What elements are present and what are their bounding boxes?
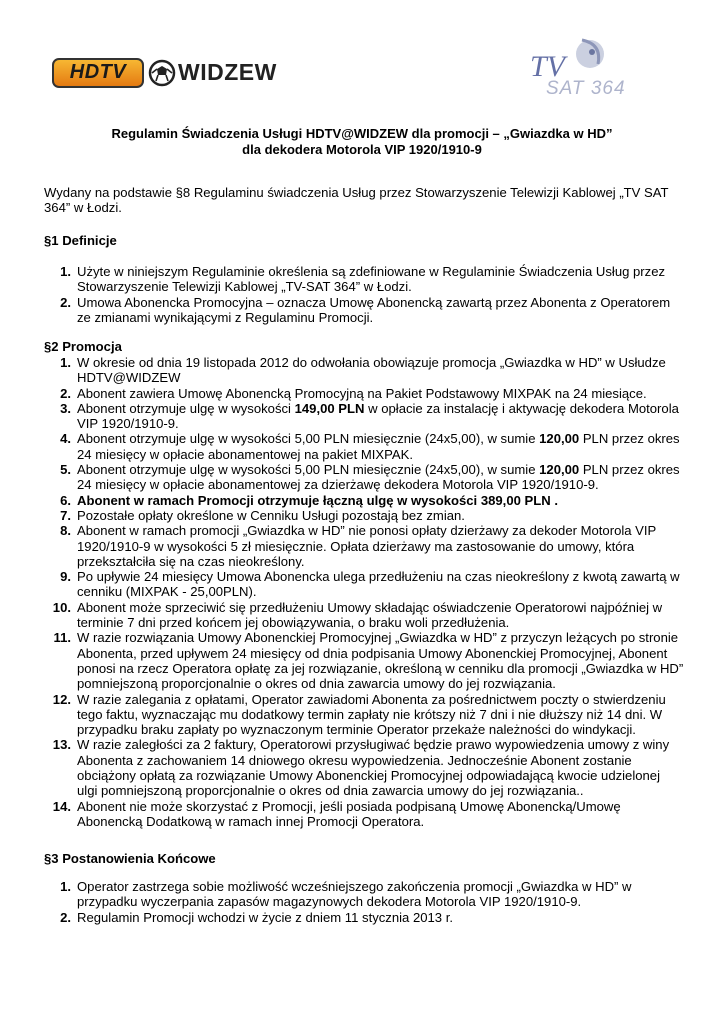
list-item [44, 879, 684, 910]
list-item [44, 401, 684, 432]
section3-heading: §3 Postanowienia Końcowe [44, 851, 216, 866]
item-text: PLN przez okres 24 miesięcy w opłacie abonamentowej za dzierżawę dekodera Motorola VIP 1920/1910-9. [77, 462, 680, 493]
item-number: 10. [52, 599, 71, 615]
item-text: Abonent nie może skorzystać z Promocji, jeśli posiada podpisaną Umowę Abonencką/Umowę Abonencką Dodatkową w ramach innej Promocji Operatora. [77, 798, 621, 829]
item-text: Abonent może sprzeciwić się przedłużeniu Umowy składając oświadczenie Operatorowi najpóźniej w terminie 7 dni przed końcem jej obowiązywania, o braku woli przedłużenia. [77, 599, 663, 631]
item-number: 6. [60, 492, 71, 508]
tv-logo-text: TV [530, 50, 566, 83]
hdtv-badge [52, 58, 144, 88]
intro-paragraph: Wydany na podstawie §8 Regulaminu świadczenia Usług przez Stowarzyszenie Telewizji Kablowej „TV SAT 364” w Łodzi. [44, 185, 669, 216]
list-item [44, 910, 684, 925]
section3-list [44, 879, 684, 925]
item-text: Po upływie 24 miesięcy Umowa Abonencka ulega przedłużeniu na czas nieokreślony z kwotą zawartą w cenniku (MIXPAK - 25,00PLN). [77, 569, 680, 600]
sat-364-logo-text: SAT 364 [546, 78, 626, 98]
item-text: PLN przez okres 24 miesięcy w opłacie abonamentowej na pakiet MIXPAK. [77, 431, 680, 462]
list-item [44, 386, 684, 401]
hdtv-badge-text: HDTV [69, 61, 127, 84]
tv-sat-364-logo [522, 36, 662, 98]
section1-list [44, 264, 684, 325]
item-number: 12. [52, 691, 71, 707]
item-number: 13. [52, 737, 71, 753]
item-number: 1. [60, 264, 71, 279]
item-text: W razie zalegania z opłatami, Operator zawiadomi Abonenta za pośrednictwem poczty o stwierdzeniu tego faktu, wyznaczając mu dodatkowy termin zapłaty nie krótszy niż 7 dni i nie dłuższy niż 14 dni. W przypadku braku zapłaty po wyznaczonym terminie Operator przekaże należności do windykacji. [77, 691, 666, 738]
item-amount: 120,00 [539, 462, 580, 478]
list-item [44, 523, 684, 569]
item-number: 5. [60, 462, 71, 478]
item-text: Umowa Abonencka Promocyjna – oznacza Umowę Abonencką zawartą przez Abonenta z Operatorem ze zmianami wynikającymi z Regulaminu Promocji. [77, 294, 671, 325]
item-number: 3. [60, 400, 71, 416]
section2-list [44, 355, 684, 829]
list-item [44, 508, 684, 523]
item-text: w opłacie za instalację i aktywację dekodera Motorola VIP 1920/1910-9. [77, 400, 679, 432]
item-number: 4. [60, 431, 71, 447]
item-text: Pozostałe opłaty określone w Cenniku Usługi pozostają bez zmian. [77, 507, 465, 523]
document-title-line1: Regulamin Świadczenia Usługi HDTV@WIDZEW dla promocji – „Gwiazdka w HD” [111, 126, 613, 141]
hdtv-widzew-logo [52, 56, 277, 90]
item-amount: 149,00 PLN [294, 400, 365, 416]
item-number: 1. [60, 879, 71, 894]
list-item [44, 431, 684, 462]
list-item [44, 799, 684, 830]
football-icon [148, 59, 176, 87]
list-item [44, 264, 684, 295]
item-number: 2. [60, 385, 71, 401]
item-text: Regulamin Promocji wchodzi w życie z dniem 11 stycznia 2013 r. [77, 909, 453, 925]
item-text: W okresie od dnia 19 listopada 2012 do odwołania obowiązuje promocja „Gwiazdka w HD” w Usłudze HDTV@WIDZEW [77, 355, 666, 386]
list-item [44, 462, 684, 493]
list-item [44, 737, 684, 798]
item-number: 1. [60, 355, 71, 370]
list-item [44, 295, 684, 326]
list-item [44, 493, 684, 508]
item-text: Operator zastrzega sobie możliwość wcześniejszego zakończenia promocji „Gwiazdka w HD” w przypadku wyczerpania zapasów magazynowych dekodera Motorola VIP 1920/1910-9. [77, 879, 632, 910]
item-amount: 120,00 [539, 431, 580, 447]
item-number: 7. [60, 507, 71, 523]
item-number: 14. [52, 798, 71, 814]
widzew-logo-text: WIDZEW [178, 59, 277, 86]
list-item [44, 600, 684, 631]
item-text: Abonent w ramach Promocji otrzymuje łączną ulgę w wysokości 389,00 PLN . [77, 492, 558, 508]
item-text: Abonent otrzymuje ulgę w wysokości 5,00 PLN miesięcznie (24x5,00), w sumie [77, 431, 540, 447]
item-text: Abonent w ramach promocji „Gwiazdka w HD” nie ponosi opłaty dzierżawy za dekoder Motorola VIP 1920/1910-9 w wysokości 5 zł miesięcznie. Opłata dzierżawy ma zastosowanie do umowy, która przekształciła się na czas nieokreślony. [77, 523, 657, 569]
item-text: W razie rozwiązania Umowy Abonenckiej Promocyjnej „Gwiazdka w HD” z przyczyn leżących po stronie Abonenta, przed upływem 24 miesięcy od dnia podpisania Umowy Abonenckiej Promocyjnej, Abonent ponosi na rzecz Operatora opłatę za jej rozwiązanie, określoną w cenniku dla promocji „Gwiazdka w HD” pomniejszoną proporcjonalnie o okres od dnia zawarcia umowy do jej rozwiązania. [77, 630, 684, 692]
item-number: 8. [60, 523, 71, 539]
list-item [44, 692, 684, 738]
section2-heading: §2 Promocja [44, 339, 122, 354]
list-item [44, 355, 684, 386]
item-text: Abonent otrzymuje ulgę w wysokości [77, 400, 295, 416]
item-number: 9. [60, 569, 71, 585]
item-text: Użyte w niniejszym Regulaminie określenia są zdefiniowane w Regulaminie Świadczenia Usług przez Stowarzyszenie Telewizji Kablowej „TV-SAT 364” w Łodzi. [77, 264, 666, 295]
document-title-line2: dla dekodera Motorola VIP 1920/1910-9 [242, 142, 482, 157]
section1-heading: §1 Definicje [44, 233, 117, 248]
list-item [44, 630, 684, 691]
item-number: 11. [53, 630, 71, 646]
item-text: W razie zaległości za 2 faktury, Operatorowi przysługiwać będzie prawo wypowiedzenia umowy z winy Abonenta z zachowaniem 14 dniowego okresu wypowiedzenia. Jednocześnie Abonent zostanie obciążony opłatą za rozwiązanie Umowy Abonenckiej Promocyjnej odpowiadającą kwocie udzielonej ulgi pomniejszoną proporcjonalnie o okres od dnia zawarcia umowy do jej rozwiązania.. [77, 737, 670, 799]
item-number: 2. [60, 909, 71, 925]
list-item [44, 569, 684, 600]
item-text: Abonent zawiera Umowę Abonencką Promocyjną na Pakiet Podstawowy MIXPAK na 24 miesiące. [77, 385, 647, 401]
item-text: Abonent otrzymuje ulgę w wysokości 5,00 PLN miesięcznie (24x5,00), w sumie [77, 462, 540, 478]
item-number: 2. [60, 294, 71, 310]
